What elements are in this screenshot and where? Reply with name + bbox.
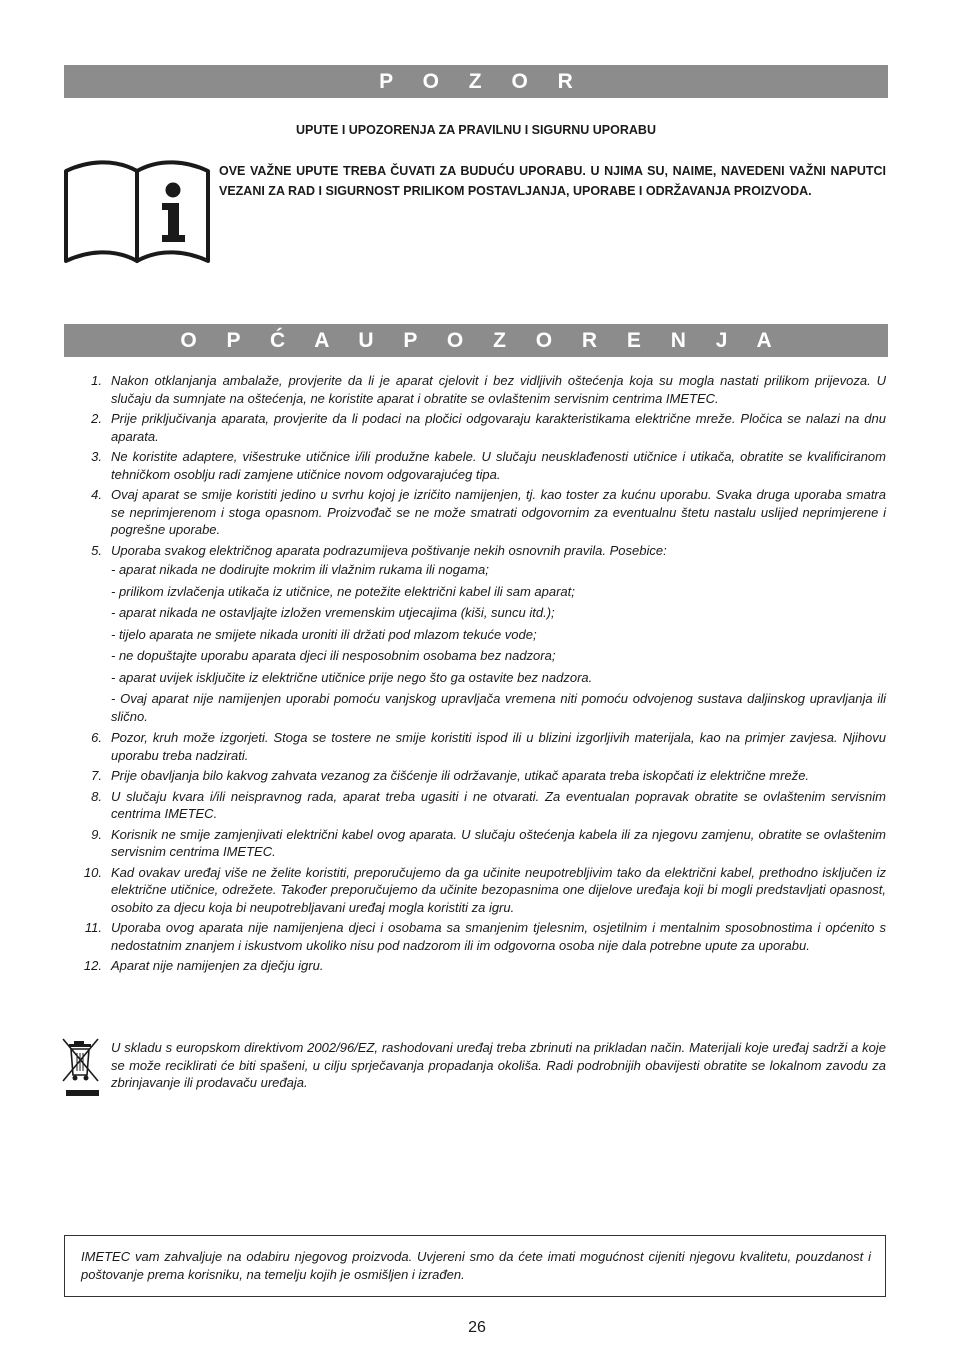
thank-you-box <box>64 1235 886 1297</box>
warning-item: 6. Pozor, kruh može izgorjeti. Stoga se tostere ne smije koristiti ispod ili u blizini izgorljivih materijala, kao na primjer zavjesa. Njihovu uporabu treba nadzirati. <box>91 730 886 763</box>
warning-item: 8. U slučaju kvara i/ili neispravnog rada, aparat treba ugasiti i ne otvarati. Za eventualan popravak obratite se ovlaštenim servisnim centrima IMETEC. <box>91 788 886 821</box>
warning-item: 2. Prije priključivanja aparata, provjerite da li podaci na pločici odgovaraju karakteristikama električne mreže. Pločica se nalazi na dnu aparata. <box>91 411 886 444</box>
page-number: 26 <box>468 1319 486 1336</box>
rule-item: - ne dopuštajte uporabu aparata djeci ili nesposobnim osobama bez nadzora; <box>111 648 556 663</box>
rule-item: - aparat uvijek isključite iz električne utičnice prije nego što ga ostavite bez nadzora. <box>111 669 593 685</box>
warning-item: 5. Uporaba svakog električnog aparata podrazumijeva poštivanje nekih osnovnih pravila. Posebice: - aparat nikada ne dodirujte mokrim ili vlažnim rukama ili nogama; - prilikom izvlačenja utikača iz utičnice, ne potežite električni kabel ili sam aparat; - aparat nikada ne ostavljajte izložen vremenskim utjecajima (kiši, suncu itd.); - tijelo aparata ne smijete nikada uroniti ili držati pod mlazom tekuće vode; - ne dopuštajte uporabu aparata djeci ili nesposobnim osobama bez nadzora; - aparat uvijek isključite iz električne utičnice prije nego što ga ostavite bez nadzora. - Ovaj aparat nije namijenjen uporabi pomoću vanjskog upravljača vremena niti pomoću odvojenog sustava daljinskog upravljanja ili slično. <box>91 542 886 724</box>
important-instructions-intro: OVE VAŽNE UPUTE TREBA ČUVATI ZA BUDUĆU UPORABU. U NJIMA SU, NAIME, NAVEDENI VAŽNI NAPUTCI VEZANI ZA RAD I SIGURNOST PRILIKOM POSTAVLJANJA, UPORABE I ODRŽAVANJA PROIZVODA. <box>219 164 886 198</box>
rule-item: - prilikom izvlačenja utikača iz utičnice, ne potežite električni kabel ili sam aparat; <box>111 583 575 599</box>
warning-item: 1. Nakon otklanjanja ambalaže, provjerite da li je aparat cjelovit i bez vidljivih oštećenja koja su mogla nastati prilikom prijevoza. U slučaju da sumnjate na oštećenja, ne koristite aparat i obratite se ovlaštenim servisnim centrima IMETEC. <box>91 373 886 406</box>
basic-rules-list <box>111 561 886 725</box>
warning-item: 10. Kad ovakav uređaj više ne želite koristiti, preporučujemo da ga učinite neupotrebljivim tako da električni kabel, prethodno isključen iz električne utičnice, odrežete. Također preporučujemo da učinite bezopasnima one dijelove uređaja koji bi mogli predstavljati opasnost, osobito za djecu koja bi neupotrebljavani uređaj mogla koristiti za igru. <box>83 864 886 915</box>
weee-disposal-notice: U skladu s europskom direktivom 2002/96/EZ, rashodovani uređaj treba zbrinuti na prikladan način. Materijali koje uređaj sadrži a koje se može reciklirati će biti spašeni, u cilju sprječavanja propadanja okoliša. Radi podrobnijih obavijesti obratite se lokalnom zavodu za zbrinjavanje ili prodavaču uređaja. <box>111 1040 886 1090</box>
warning-item: 9. Korisnik ne smije zamjenjivati električni kabel ovog aparata. U slučaju oštećenja kabela ili za njegovu zamjenu, obratite se ovlaštenim servisnim centrima IMETEC. <box>91 826 886 859</box>
thank-you-text: IMETEC vam zahvaljuje na odabiru njegovog proizvoda. Uvjereni smo da ćete imati mogućnost cijeniti njegovu kvalitetu, pouzdanost i poštovanje prema korisniku, na temelju kojih je osmišljen i izrađen. <box>81 1249 871 1282</box>
warning-item: 3. Ne koristite adaptere, višestruke utičnice i/ili produžne kabele. U slučaju neusklađenosti utičnice i utikača, obratite se kvalificiranom tehničkom osoblju radi zamjene utičnice novom odgovarajućeg tipa. <box>91 449 886 482</box>
rule-item: - tijelo aparata ne smijete nikada uroniti ili držati pod mlazom tekuće vode; <box>111 626 537 642</box>
instructions-subtitle: UPUTE I UPOZORENJA ZA PRAVILNU I SIGURNU UPORABU <box>296 123 656 137</box>
warning-item: 7. Prije obavljanja bilo kakvog zahvata vezanog za čišćenje ili održavanje, utikač aparata treba iskopčati iz električne mreže. <box>91 768 810 783</box>
warnings-list <box>80 372 886 978</box>
warning-item: 12. Aparat nije namijenjen za dječju igru. <box>83 958 324 973</box>
rule-item: - aparat nikada ne dodirujte mokrim ili vlažnim rukama ili nogama; <box>111 562 489 577</box>
section-banner-general-warnings: O P Ć A U P O Z O R E N J A <box>64 324 888 357</box>
crossed-bin-icon <box>60 1035 104 1099</box>
rule-item: - Ovaj aparat nije namijenjen uporabi pomoću vanjskog upravljača vremena niti pomoću odvojenog sustava daljinskog upravljanja ili slično. <box>111 691 886 724</box>
section-banner-pozor: P O Z O R <box>64 65 888 98</box>
warning-item: 4. Ovaj aparat se smije koristiti jedino u svrhu kojoj je izričito namijenjen, tj. kao toster za kućnu uporabu. Svaka druga uporaba smatra se neprimjerenom i stoga opasnom. Proizvođač se ne može smatrati odgovornim za eventualnu štetu nastalu uslijed neprimjerene i pogrešne uporabe. <box>91 487 886 537</box>
manual-info-icon <box>62 153 212 265</box>
rule-item: - aparat nikada ne ostavljajte izložen vremenskim utjecajima (kiši, suncu itd.); <box>111 605 555 620</box>
warning-item: 11. Uporaba ovog aparata nije namijenjena djeci i osobama sa smanjenim tjelesnim, osjetilnim i mentalnim sposobnostima i općenito s nedostatnim znanjem i iskustvom ukoliko nisu pod nadzorom ili im odgovorna osoba nije dala potrebne upute za uporabu. <box>84 920 886 953</box>
